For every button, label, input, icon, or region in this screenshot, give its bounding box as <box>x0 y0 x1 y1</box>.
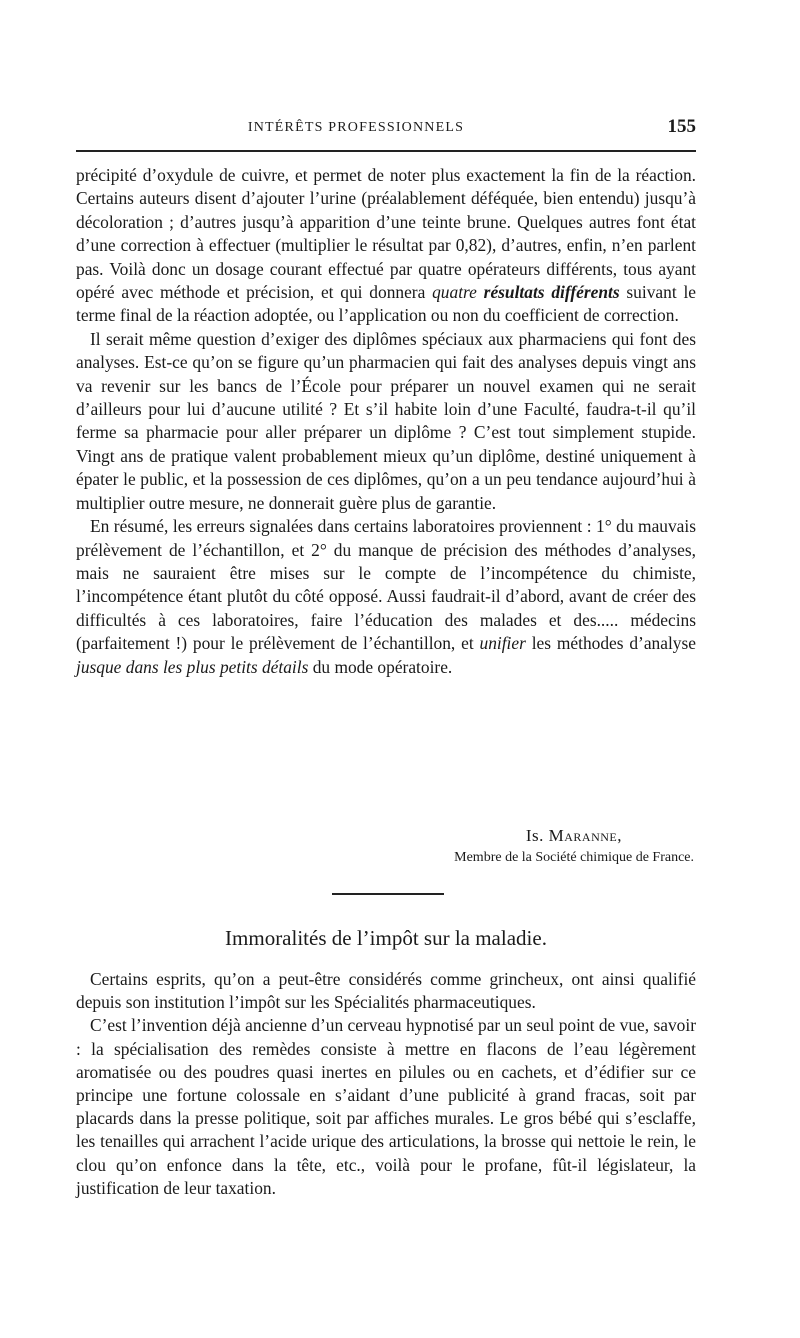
section-title: Immoralités de l’impôt sur la maladie. <box>225 926 547 950</box>
section-divider <box>332 893 444 895</box>
paragraph: Il serait même question d’exiger des diplômes spéciaux aux pharmaciens qui font des analyses. Est-ce qu’on se figure qu’un pharmacien qui fait des analyses depuis vingt ans va revenir sur les bancs de l’École pour préparer un nouvel examen qui ne serait d’ailleurs pour lui d’aucune utilité ? Et s’il habite loin d’une Faculté, faudra-t-il qu’il ferme sa pharmacie pour aller préparer un diplôme ? C’est tout simplement stupide. Vingt ans de pratique valent probablement mieux qu’un diplôme, destiné uniquement à épater le public, et la possession de ces diplômes, qu’on a un peu tendance aujourd’hui à multiplier outre mesure, ne donnerait guère plus de garantie. <box>76 328 696 513</box>
signature-name: Maranne, <box>548 826 622 845</box>
running-head <box>76 116 696 140</box>
paragraph: En résumé, les erreurs signalées dans certains laboratoires proviennent : 1° du mauvais prélèvement de l’échantillon, et 2° du manque de précision des méthodes d’analyses, mais ne sauraient être mises sur le compte de l’incompétence du chimiste, l’incompétence étant plutôt du côté opposé. Aussi faudrait-il d’abord, avant de créer des difficultés à ces laboratoires, faire l’éducation des malades et des..... médecins (parfaitement !) pour le prélèvement de l’échantillon, et unifier les méthodes d’analyse jusque dans les plus petits détails du mode opératoire. <box>76 516 696 677</box>
emphasis: quatre <box>432 282 477 303</box>
paragraph: Certains esprits, qu’on a peut-être considérés comme grincheux, ont ainsi qualifié depuis son institution l’impôt sur les Spécialités pharmaceutiques. <box>76 969 696 1013</box>
paragraph: C’est l’invention déjà ancienne d’un cerveau hypnotisé par un seul point de vue, savoir : la spécialisation des remèdes consiste à mettre en flacons de l’eau légèrement aromatisée ou des poudres quasi inertes en pilules ou en cachets, et d’édifier sur ce principe une fortune colossale en s’aidant d’une publicité à grand fracas, soit par placards dans la presse politique, soit par affiches murales. Le gros bébé qui s’esclaffe, les tenailles qui arrachent l’acide urique des articulations, la brosse qui nettoie le rein, le clou qu’on enfonce dans la tête, etc., voilà pour le profane, fût-il législateur, la justification de leur taxation. <box>76 1015 696 1198</box>
header-rule <box>76 150 696 152</box>
emphasis: unifier <box>479 633 526 654</box>
author-affiliation: Membre de la Société chimique de France. <box>454 850 694 865</box>
paragraph: précipité d’oxydule de cuivre, et permet de noter plus exactement la fin de la réaction. Certains auteurs disent d’ajouter l’urine (préalablement déféquée, bien entendu) jusqu’à décoloration ; d’autres jusqu’à apparition d’une teinte brune. Quelques autres font état d’une correction à effectuer (multiplier le résultat par 0,82), d’autres, enfin, n’en parlent pas. Voilà donc un dosage courant effectué par quatre opérateurs différents, tous ayant opéré avec méthode et précision, et qui donnera quatre résultats différents suivant le terme final de la réaction adoptée, ou l’application ou non du coefficient de correction. <box>76 165 696 326</box>
emphasis: jusque dans les plus petits détails <box>76 656 309 677</box>
journal-page <box>76 0 696 1338</box>
emphasis: résultats différents <box>483 282 620 303</box>
author-signature <box>526 826 622 846</box>
page-number: 155 <box>667 116 696 137</box>
article-body <box>76 164 696 679</box>
running-title: INTÉRÊTS PROFESSIONNELS <box>247 120 465 135</box>
section-body <box>76 968 696 1200</box>
signature-initial: Is. <box>525 826 544 845</box>
